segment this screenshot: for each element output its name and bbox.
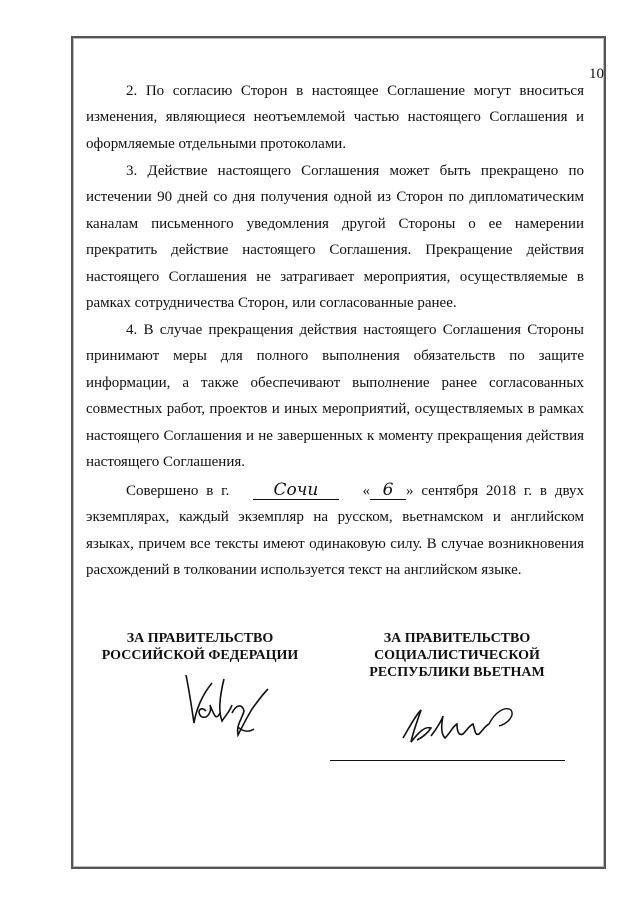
closing-prefix: Совершено в г. [126, 483, 230, 499]
paragraph-4: 4. В случае прекращения действия настоящего Соглашения Стороны принимают меры для полного выполнения обязательств по защите информации, а также обеспечивают выполнение ранее согласованных совместных работ, проектов и иных мероприятий, осуществляемых в рамках настоящего Соглашения и не завершенных к моменту прекращения действия настоящего Соглашения. [86, 322, 584, 471]
quote-close: » [405, 483, 414, 499]
page-number: 10 [589, 66, 604, 82]
right-handwritten-signature [395, 698, 520, 753]
right-signatory-title: ЗА ПРАВИТЕЛЬСТВО СОЦИАЛИСТИЧЕСКОЙ РЕСПУБЛИКИ ВЬЕТНАМ [369, 631, 545, 680]
left-handwritten-signature [172, 665, 282, 745]
closing-rest: сентября 2018 г. в двух экземплярах, каждый экземпляр на русском, вьетнамском и английском языках, причем все тексты имеют одинаковую силу. В случае возникновения расхождений в толковании используется текст на английском языке. [86, 483, 585, 579]
closing-paragraph [86, 478, 584, 584]
signature-line [330, 760, 565, 761]
day-field: 6 [370, 481, 406, 500]
paragraph-3: 3. Действие настоящего Соглашения может быть прекращено по истечении 90 дней со дня получения одной из Сторон по дипломатическим каналам письменного уведомления другой Стороны о ее намерении прекратить действие настоящего Соглашения. Прекращение действия настоящего Соглашения не затрагивает мероприятия, осуществляемые в рамках сотрудничества Сторон, или согласованные ранее. [86, 163, 584, 312]
left-signatory-title: ЗА ПРАВИТЕЛЬСТВО РОССИЙСКОЙ ФЕДЕРАЦИИ [101, 631, 299, 663]
city-field: Сочи [253, 481, 339, 500]
quote-open: « [362, 483, 370, 499]
paragraph-2: 2. По согласию Сторон в настоящее Соглашение могут вноситься изменения, являющиеся неотъемлемой частью настоящего Соглашения и оформляемые отдельными протоколами. [86, 83, 584, 152]
